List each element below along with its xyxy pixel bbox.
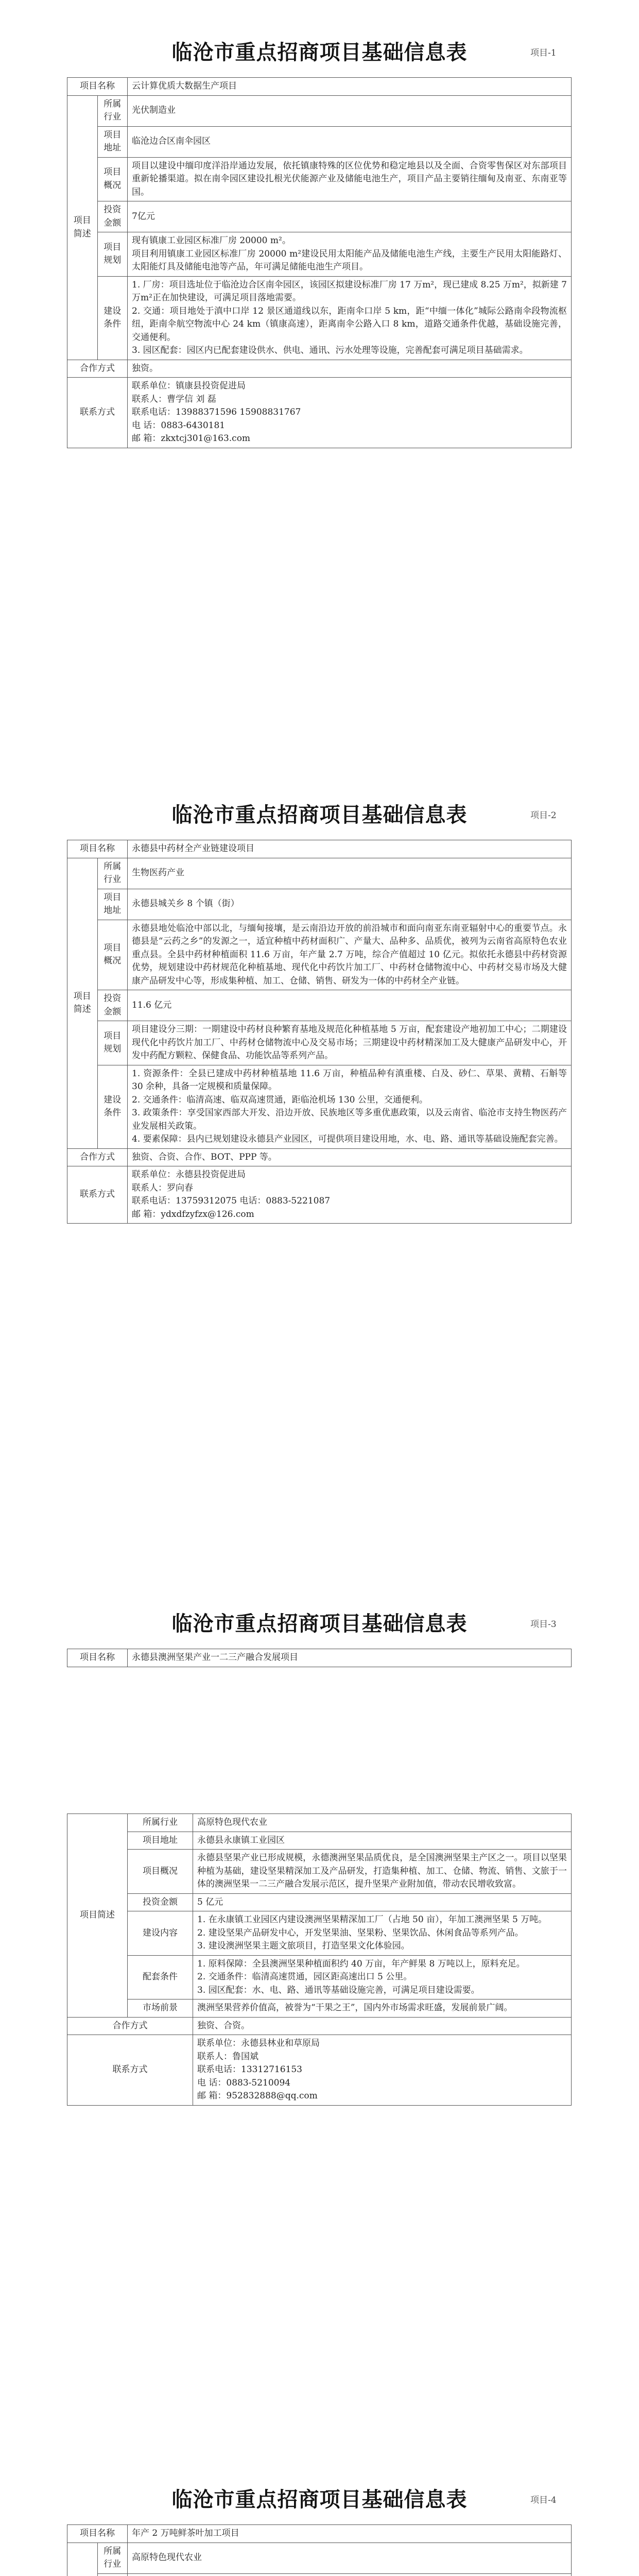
table-row <box>67 1999 572 2018</box>
row-label: 项目概况 <box>97 157 128 201</box>
table-row <box>67 1814 572 1832</box>
table-row <box>67 889 572 920</box>
row-value: 永德县中药材全产业链建设项目 <box>128 840 572 858</box>
row-label: 项目名称 <box>67 840 128 858</box>
row-label: 项目概况 <box>97 920 128 990</box>
sheet-title: 临沧市重点招商项目基础信息表 <box>171 803 468 827</box>
row-label: 建设内容 <box>128 1911 193 1956</box>
table-row <box>67 1893 572 1911</box>
table-row <box>67 2035 572 2106</box>
row-label: 所属行业 <box>97 858 128 889</box>
table-row <box>67 1850 572 1894</box>
table-row <box>67 157 572 201</box>
row-value: 联系单位：镇康县投资促进局 联系人：曹学信 刘 磊 联系电话：13988371596 15908831767 电 话：0883-6430181 邮 箱：zkxtcj301@163.com <box>128 378 572 448</box>
row-value: 云计算优质大数据生产项目 <box>128 78 572 96</box>
sheet-title: 临沧市重点招商项目基础信息表 <box>171 40 468 64</box>
row-value: 永德县城关乡 8 个镇（街） <box>128 889 572 920</box>
row-label: 投资金额 <box>97 990 128 1021</box>
row-value: 生物医药产业 <box>128 858 572 889</box>
project-number: 项目-2 <box>530 810 557 821</box>
row-value <box>128 2573 572 2576</box>
row-value: 1. 资源条件：全县已建成中药材种植基地 11.6 万亩，种植品种有滇重楼、白及、砂仁、草果、黄精、石斛等 30 余种，具备一定规模和质量保障。 2. 交通条件：临清高速、临双高速贯通，距临沧机场 130 公里，交通便利。 3. 政策条件：享受国家西部大开发、沿边开放、民族地区等多重优惠政策，以及云南省、临沧市支持生物医药产业发展相关政策。 4. 要素保障：县内已规划建设永德县产业园区，可提供项目建设用地，水、电、路、通讯等基础设施配套完善。 <box>128 1065 572 1148</box>
table-row <box>67 78 572 96</box>
row-label: 联系方式 <box>67 1166 128 1224</box>
group-label: 项目简述 <box>67 1814 128 2018</box>
row-value: 11.6 亿元 <box>128 990 572 1021</box>
sheet-title: 临沧市重点招商项目基础信息表 <box>171 1612 468 1636</box>
row-label: 投资金额 <box>128 1893 193 1911</box>
row-value: 独资、合资。 <box>193 2017 572 2035</box>
row-label: 项目地址 <box>97 126 128 157</box>
row-value: 永德县坚果产业已形成规模，永德澳洲坚果品质优良，是全国澳洲坚果主产区之一。项目以坚果种植为基础，建设坚果精深加工及产品研发，打造集种植、加工、仓储、物流、销售、文旅于一体的澳洲坚果一二三产融合发展示范区，提升坚果产业附加值，带动农民增收致富。 <box>193 1850 572 1894</box>
table-row <box>67 1955 572 1999</box>
group-label <box>67 2543 98 2576</box>
row-value: 独资。 <box>128 360 572 378</box>
table-row <box>67 2525 572 2543</box>
row-value: 永德县澳洲坚果产业一二三产融合发展项目 <box>128 1649 572 1667</box>
table-row <box>67 1832 572 1850</box>
row-label: 项目规划 <box>97 1021 128 1065</box>
table-row <box>67 232 572 277</box>
table-row <box>67 2543 572 2573</box>
row-label: 建设条件 <box>97 1065 128 1148</box>
row-label: 合作方式 <box>67 1148 128 1166</box>
row-label: 项目名称 <box>67 2525 128 2543</box>
table-row <box>67 126 572 157</box>
table-row <box>67 201 572 232</box>
project-table <box>67 1814 572 2106</box>
table-row <box>67 2573 572 2576</box>
project-number: 项目-3 <box>530 1619 557 1630</box>
table-row <box>67 840 572 858</box>
table-row <box>67 360 572 378</box>
row-label: 联系方式 <box>67 2035 193 2106</box>
project-number: 项目-1 <box>530 48 557 58</box>
table-row <box>67 276 572 360</box>
row-value: 永德县永康镇工业园区 <box>193 1832 572 1850</box>
table-row <box>67 378 572 448</box>
row-value: 5 亿元 <box>193 1893 572 1911</box>
row-value: 临沧边合区南伞园区 <box>128 126 572 157</box>
row-label: 项目规划 <box>97 232 128 277</box>
row-value: 高原特色现代农业 <box>193 1814 572 1832</box>
table-row <box>67 2017 572 2035</box>
row-value: 永德县地处临沧中部以北，与缅甸接壤，是云南沿边开放的前沿城市和面向南亚东南亚辐射中心的重要节点。永德县是“云药之乡”的发源之一，适宜种植中药材面积广、产量大、品种多、品质优，被列为云南省高原特色农业重点县。全县中药材种植面积 11.6 万亩，年产量 2.7 万吨，综合产值超过 10 亿元。拟依托永德县中药材资源优势，规划建设中药材规范化种植基地、现代化中药饮片加工厂、中药材仓储物流中心、中药材交易市场及大健康产品研发中心等，形成集种植、加工、仓储、销售、研发为一体的中药材全产业链。 <box>128 920 572 990</box>
table-row <box>67 1021 572 1065</box>
row-value: 独资、合资、合作、BOT、PPP 等。 <box>128 1148 572 1166</box>
row-label: 投资金额 <box>97 201 128 232</box>
group-label: 项目简述 <box>67 858 98 1148</box>
row-value: 联系单位：永德县投资促进局 联系人：罗向春 联系电话：13759312075 电话：0883-5221087 邮 箱：ydxdfzyfzx@126.com <box>128 1166 572 1224</box>
row-label: 项目地址 <box>97 889 128 920</box>
table-row <box>67 1649 572 1667</box>
row-value: 7亿元 <box>128 201 572 232</box>
row-label: 项目地址 <box>128 1832 193 1850</box>
row-value: 光伏制造业 <box>128 95 572 126</box>
row-label: 所属行业 <box>97 2543 128 2573</box>
row-label: 联系方式 <box>67 378 128 448</box>
row-value: 1. 原料保障：全县澳洲坚果种植面积约 40 万亩，年产鲜果 8 万吨以上，原料充足。 2. 交通条件：临清高速贯通，园区距高速出口 5 公里。 3. 园区配套：水、电、路、通讯等基础设施完善，可满足项目建设需要。 <box>193 1955 572 1999</box>
table-row <box>67 920 572 990</box>
sheet-title: 临沧市重点招商项目基础信息表 <box>171 2487 468 2512</box>
row-label: 项目名称 <box>67 1649 128 1667</box>
row-value: 高原特色现代农业 <box>128 2543 572 2573</box>
row-value: 1. 厂房：项目选址位于临沧边合区南伞园区，该园区拟建设标准厂房 17 万m²，现已建成 8.25 万m²，拟新建 7 万m²正在加快建设，可满足项目落地需要。 2. 交通：项目地处于滇中口岸 12 景区通道线以东，距南伞口岸 5 km，距“中缅一体化”城际公路南伞段物流枢纽，距南伞航空物流中心 24 km（镇康高速），距离南伞公路入口 8 km，道路交通条件优越，基础设施完善，交通便利。 3. 园区配套：园区内已配套建设供水、供电、通讯、污水处理等设施，完善配套可满足项目基础需求。 <box>128 276 572 360</box>
row-label: 所属行业 <box>97 95 128 126</box>
table-row <box>67 1148 572 1166</box>
table-row <box>67 1065 572 1148</box>
table-row <box>67 95 572 126</box>
row-label: 合作方式 <box>67 360 128 378</box>
row-value: 1. 在永康镇工业园区内建设澳洲坚果精深加工厂（占地 50 亩），年加工澳洲坚果 5 万吨。 2. 建设坚果产品研发中心，开发坚果油、坚果粉、坚果饮品、休闲食品等系列产品。 3. 建设澳洲坚果主题文旅项目，打造坚果文化体验园。 <box>193 1911 572 1956</box>
row-label: 所属行业 <box>128 1814 193 1832</box>
row-value: 项目建设分三期：一期建设中药材良种繁育基地及规范化种植基地 5 万亩，配套建设产地初加工中心；二期建设现代化中药饮片加工厂、中药材仓储物流中心及交易市场；三期建设中药材精深加工及大健康产品研发中心，开发中药配方颗粒、保健食品、功能饮品等系列产品。 <box>128 1021 572 1065</box>
row-label: 项目概况 <box>128 1850 193 1894</box>
row-label: 配套条件 <box>128 1955 193 1999</box>
row-label: 项目名称 <box>67 78 128 96</box>
row-label <box>97 2573 128 2576</box>
row-value: 联系单位：永德县林业和草原局 联系人：鲁国斌 联系电话：13312716153 电 话：0883-5210094 邮 箱：952832888@qq.com <box>193 2035 572 2106</box>
table-row <box>67 1166 572 1224</box>
project-table <box>67 77 572 448</box>
table-row <box>67 1911 572 1956</box>
project-table <box>67 2524 572 2576</box>
row-label: 市场前景 <box>128 1999 193 2018</box>
row-label: 建设条件 <box>97 276 128 360</box>
row-value: 澳洲坚果营养价值高，被誉为“干果之王”，国内外市场需求旺盛，发展前景广阔。 <box>193 1999 572 2018</box>
project-number: 项目-4 <box>530 2495 557 2505</box>
table-row <box>67 858 572 889</box>
row-value: 项目以建设中缅印度洋沿岸通边发展，依托镇康特殊的区位优势和稳定地县以及全面、合资零售保区对东部项目重新轮播渠道。拟在南伞园区建设扎根光伏能源产业及储能电池生产，项目产品主要销往缅甸及南亚、东南亚等国。 <box>128 157 572 201</box>
group-label: 项目简述 <box>67 95 98 360</box>
table-row <box>67 990 572 1021</box>
row-value: 年产 2 万吨鲜茶叶加工项目 <box>128 2525 572 2543</box>
project-table <box>67 1649 572 1667</box>
row-value: 现有镇康工业园区标准厂房 20000 m²。 项目利用镇康工业园区标准厂房 20000 m²建设民用太阳能产品及储能电池生产线，主要生产民用太阳能路灯、太阳能灯具及储能电池等产品，年可满足储能电池生产项目。 <box>128 232 572 277</box>
project-table <box>67 840 572 1224</box>
row-label: 合作方式 <box>67 2017 193 2035</box>
